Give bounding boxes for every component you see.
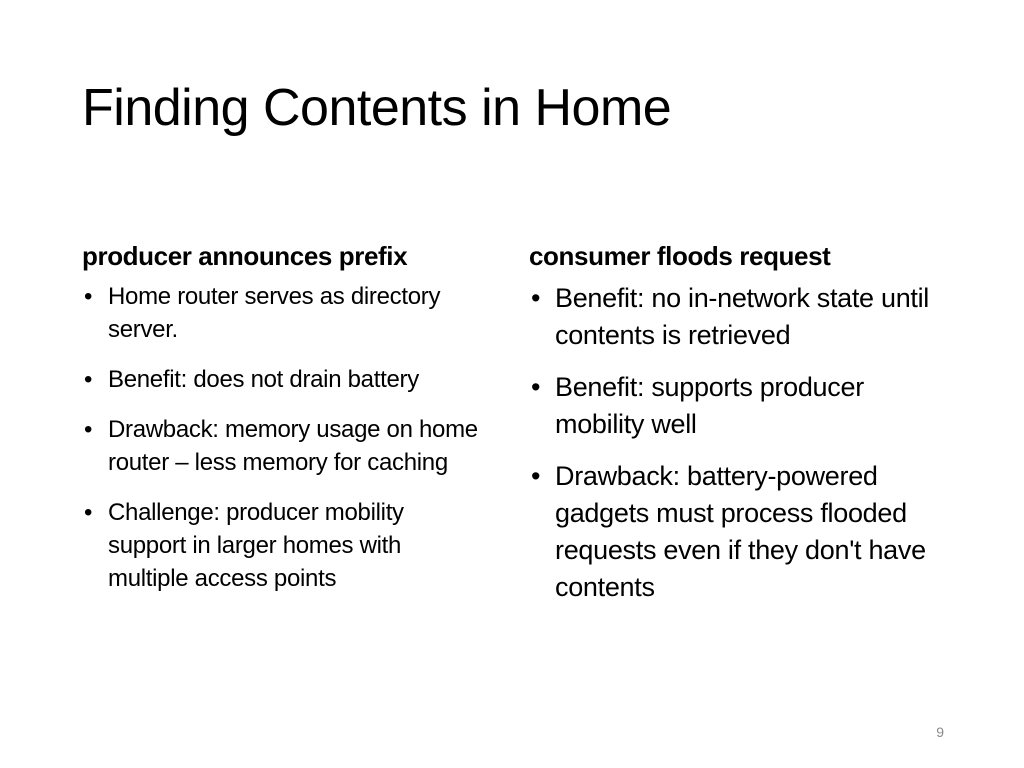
list-item: [529, 458, 949, 606]
bullet-text: Drawback: memory usage on home router – less memory for caching: [108, 416, 478, 476]
left-column: [82, 238, 482, 612]
bullet-icon: •: [531, 283, 541, 313]
slide-title: Finding Contents in Home: [82, 79, 672, 137]
bullet-text: Benefit: supports producer mobility well: [555, 372, 864, 439]
bullet-icon: •: [531, 372, 541, 402]
list-item: [529, 280, 949, 354]
list-item: [82, 496, 482, 595]
list-item: [82, 280, 482, 346]
page-number: 9: [936, 724, 944, 740]
right-column-heading: consumer floods request: [529, 241, 831, 271]
list-item: [82, 413, 482, 479]
bullet-text: Home router serves as directory server.: [108, 283, 441, 343]
bullet-icon: •: [84, 499, 93, 526]
left-bullet-list: [82, 280, 482, 595]
bullet-text: Benefit: does not drain battery: [108, 366, 419, 393]
list-item: [529, 369, 949, 443]
left-column-heading: producer announces prefix: [82, 241, 408, 271]
bullet-text: Challenge: producer mobility support in larger homes with multiple access points: [108, 499, 404, 592]
bullet-text: Drawback: battery-powered gadgets must process flooded requests even if they don't have contents: [555, 461, 926, 602]
bullet-icon: •: [84, 366, 93, 393]
bullet-icon: •: [84, 416, 93, 443]
right-bullet-list: [529, 280, 949, 606]
list-item: [82, 363, 482, 396]
bullet-icon: •: [531, 461, 541, 491]
bullet-text: Benefit: no in-network state until contents is retrieved: [555, 283, 930, 350]
right-column: [529, 238, 949, 621]
bullet-icon: •: [84, 283, 93, 310]
